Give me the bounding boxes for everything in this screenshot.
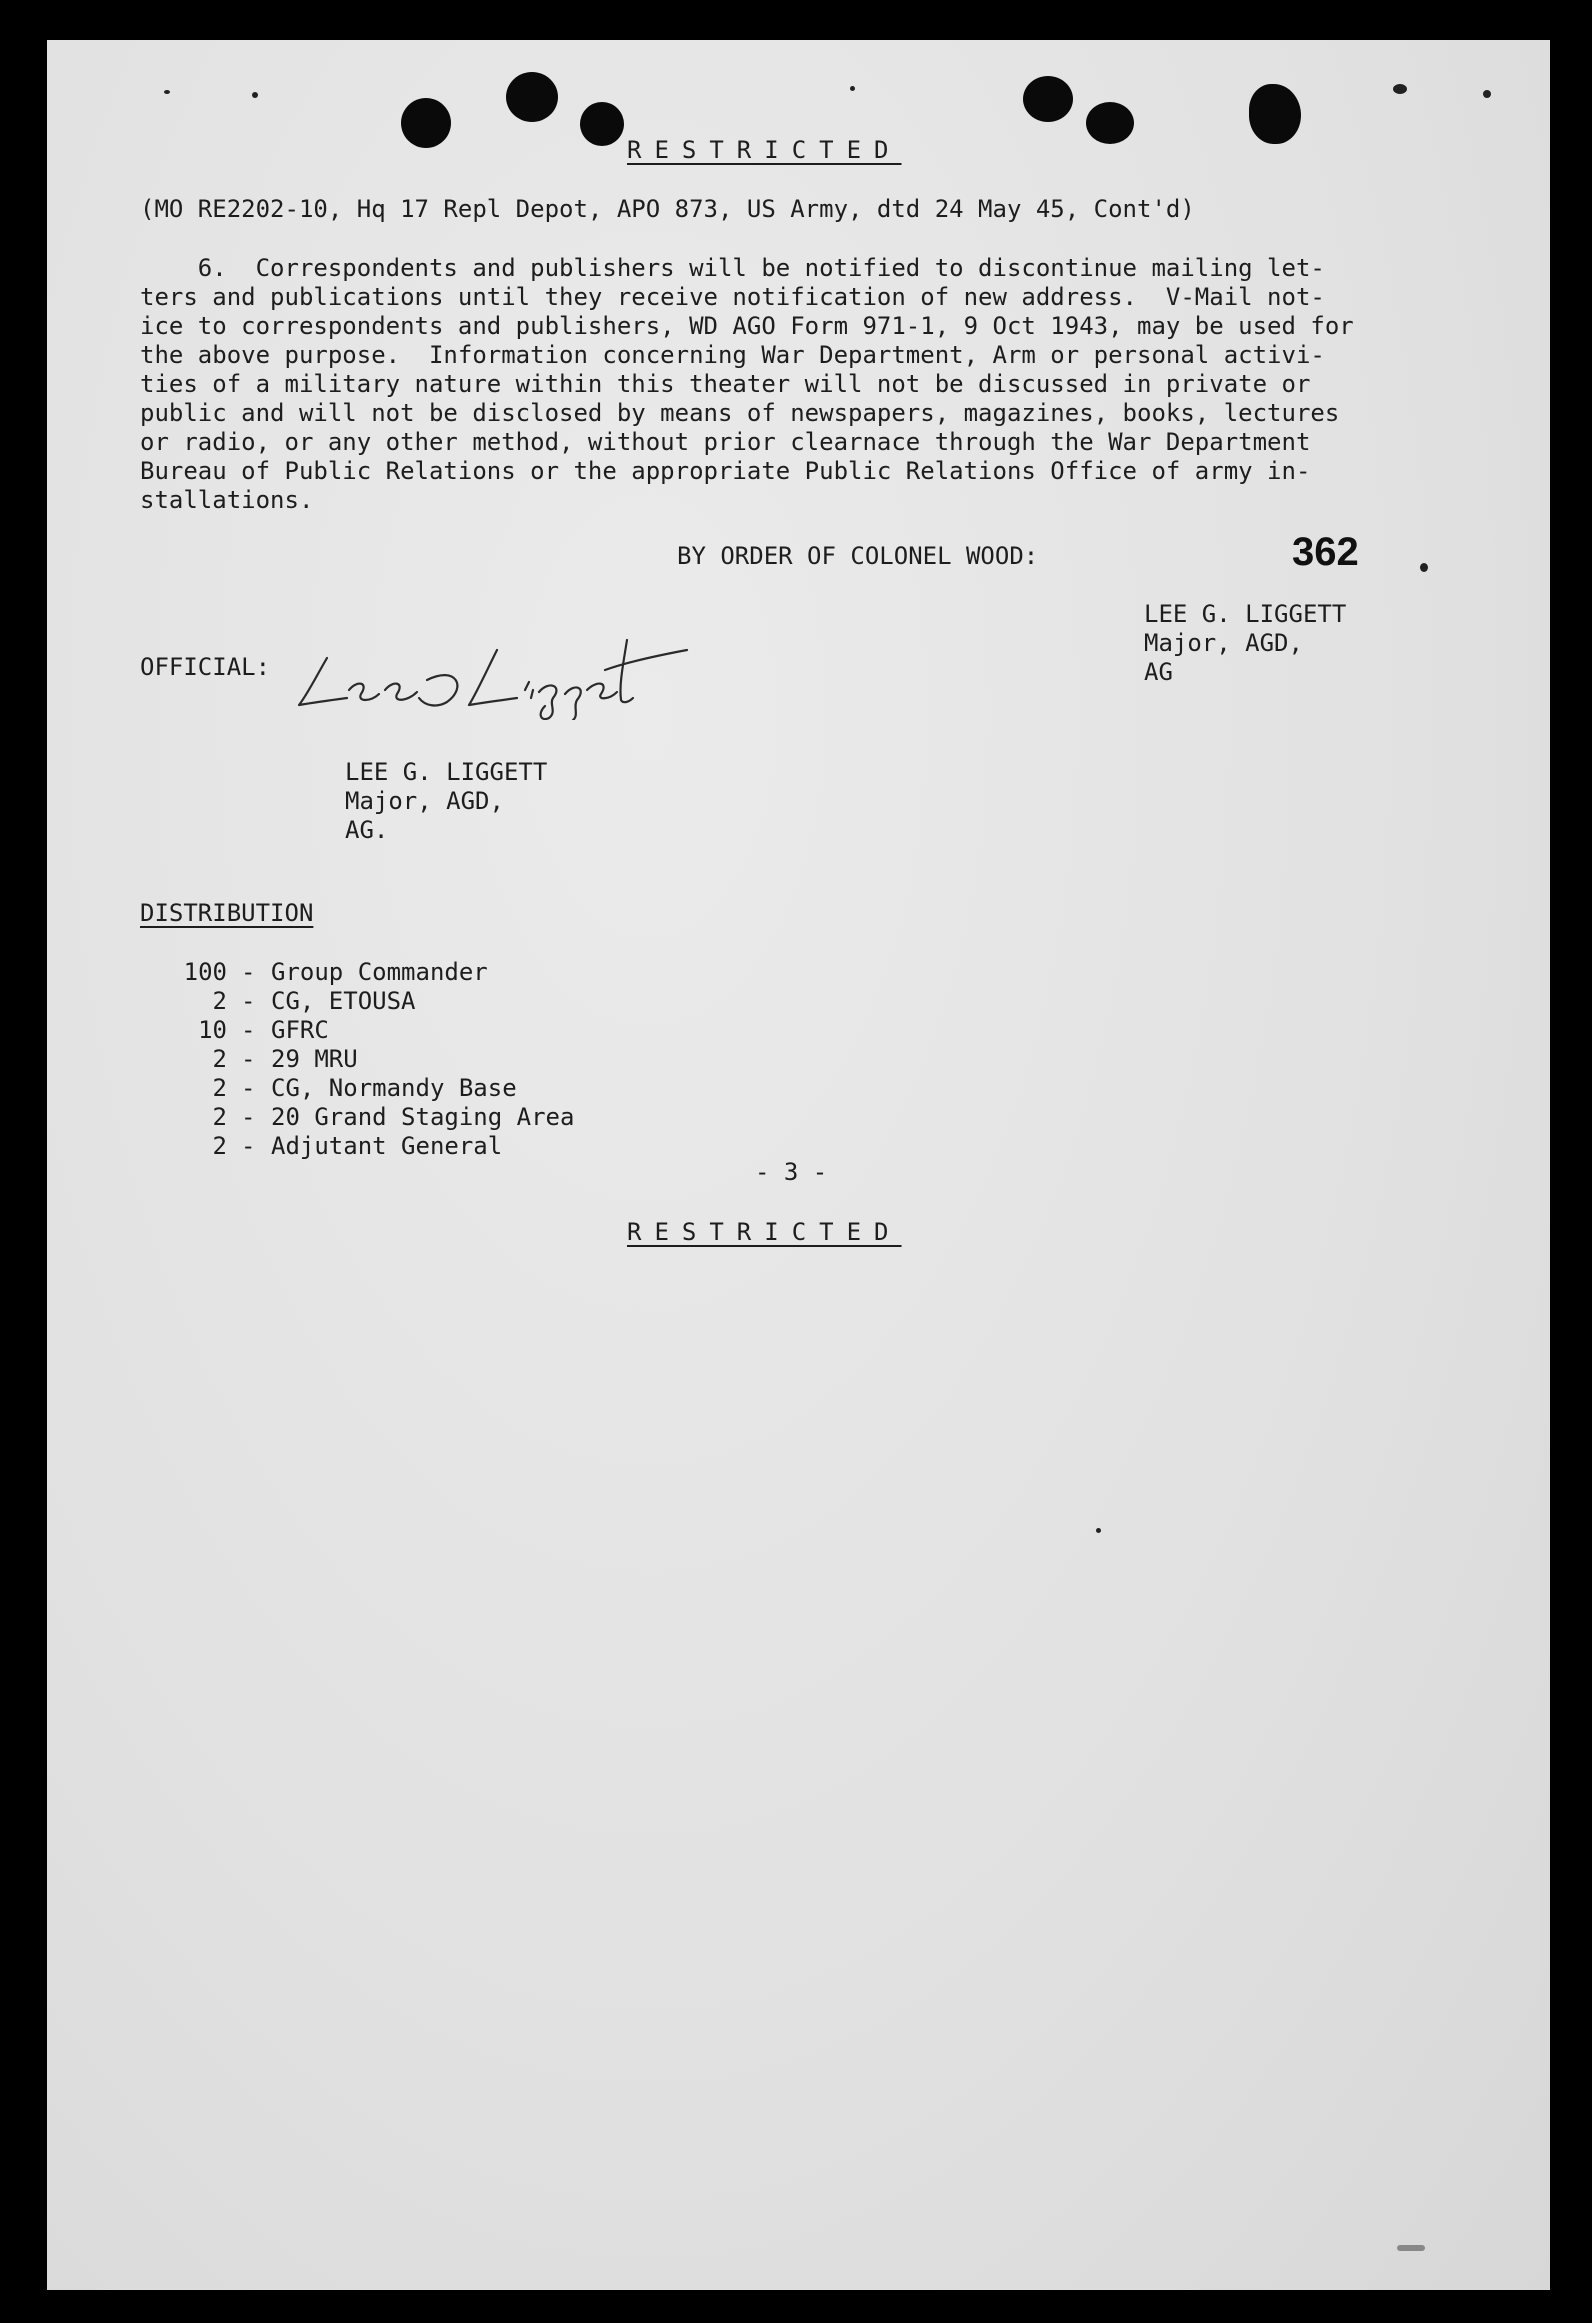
paragraph-line: ice to correspondents and publishers, WD AGO Form 971-1, 9 Oct 1943, may be used for — [140, 312, 1354, 340]
distribution-count: 10 — [198, 1016, 227, 1044]
distribution-dash: - — [241, 1132, 256, 1160]
distribution-recipient: Group Commander — [271, 958, 488, 986]
punch-hole-4 — [1023, 76, 1073, 122]
official-name: LEE G. LIGGETT — [345, 758, 548, 786]
distribution-count: 2 — [212, 1045, 227, 1073]
distribution-dash: - — [241, 1045, 256, 1073]
distribution-count: 2 — [212, 987, 227, 1015]
speck-6 — [1096, 1528, 1101, 1533]
official-rank: Major, AGD, — [345, 787, 504, 815]
distribution-dash: - — [241, 958, 256, 986]
distribution-count: 100 — [183, 958, 227, 986]
right-signatory-rank: Major, AGD, — [1144, 629, 1303, 657]
punch-hole-1 — [401, 98, 451, 148]
distribution-dash: - — [241, 1074, 256, 1102]
reference-line: (MO RE2202-10, Hq 17 Repl Depot, APO 873, US Army, dtd 24 May 45, Cont'd) — [140, 195, 1195, 223]
stamp-dot — [1420, 563, 1428, 572]
classification-bottom: RESTRICTED — [627, 1218, 902, 1246]
distribution-recipient: CG, ETOUSA — [271, 987, 416, 1015]
punch-hole-3 — [580, 102, 624, 146]
speck-4 — [1393, 84, 1407, 94]
punch-hole-5 — [1086, 102, 1134, 144]
speck-1 — [164, 90, 170, 94]
paragraph-line: ties of a military nature within this theater will not be discussed in private or — [140, 370, 1311, 398]
official-label: OFFICIAL: — [140, 653, 271, 681]
distribution-count: 2 — [212, 1132, 227, 1160]
speck-5 — [1483, 90, 1491, 98]
page-number: - 3 - — [755, 1158, 828, 1186]
distribution-count: 2 — [212, 1074, 227, 1102]
distribution-count: 2 — [212, 1103, 227, 1131]
by-order-line: BY ORDER OF COLONEL WOOD: — [677, 542, 1039, 570]
speck-2 — [252, 92, 258, 98]
classification-top: RESTRICTED — [627, 136, 902, 164]
distribution-dash: - — [241, 1016, 256, 1044]
distribution-recipient: 20 Grand Staging Area — [271, 1103, 575, 1131]
punch-hole-2 — [506, 72, 558, 122]
paragraph-line: public and will not be disclosed by means of newspapers, magazines, books, lectures — [140, 399, 1340, 427]
official-title: AG. — [345, 816, 389, 844]
paragraph-line: ters and publications until they receive notification of new address. V-Mail not- — [140, 283, 1325, 311]
distribution-recipient: Adjutant General — [271, 1132, 503, 1160]
distribution-recipient: GFRC — [271, 1016, 329, 1044]
speck-3 — [850, 86, 855, 91]
document-page — [47, 40, 1550, 2290]
stamp-number: 362 — [1292, 530, 1359, 574]
distribution-dash: - — [241, 1103, 256, 1131]
right-signatory-name: LEE G. LIGGETT — [1144, 600, 1347, 628]
paragraph-line: or radio, or any other method, without prior clearnace through the War Department — [140, 428, 1311, 456]
paragraph-line: 6. Correspondents and publishers will be notified to discontinue mailing let- — [140, 254, 1325, 282]
punch-hole-6 — [1249, 84, 1301, 144]
distribution-heading: DISTRIBUTION — [140, 899, 314, 927]
distribution-dash: - — [241, 987, 256, 1015]
distribution-recipient: CG, Normandy Base — [271, 1074, 517, 1102]
paragraph-line: Bureau of Public Relations or the appropriate Public Relations Office of army in- — [140, 457, 1311, 485]
paragraph-line: the above purpose. Information concerning War Department, Arm or personal activi- — [140, 341, 1325, 369]
speck-7 — [1397, 2245, 1425, 2251]
handwritten-signature — [287, 610, 707, 720]
distribution-recipient: 29 MRU — [271, 1045, 358, 1073]
right-signatory-title: AG — [1144, 658, 1173, 686]
paragraph-line: stallations. — [140, 486, 314, 514]
